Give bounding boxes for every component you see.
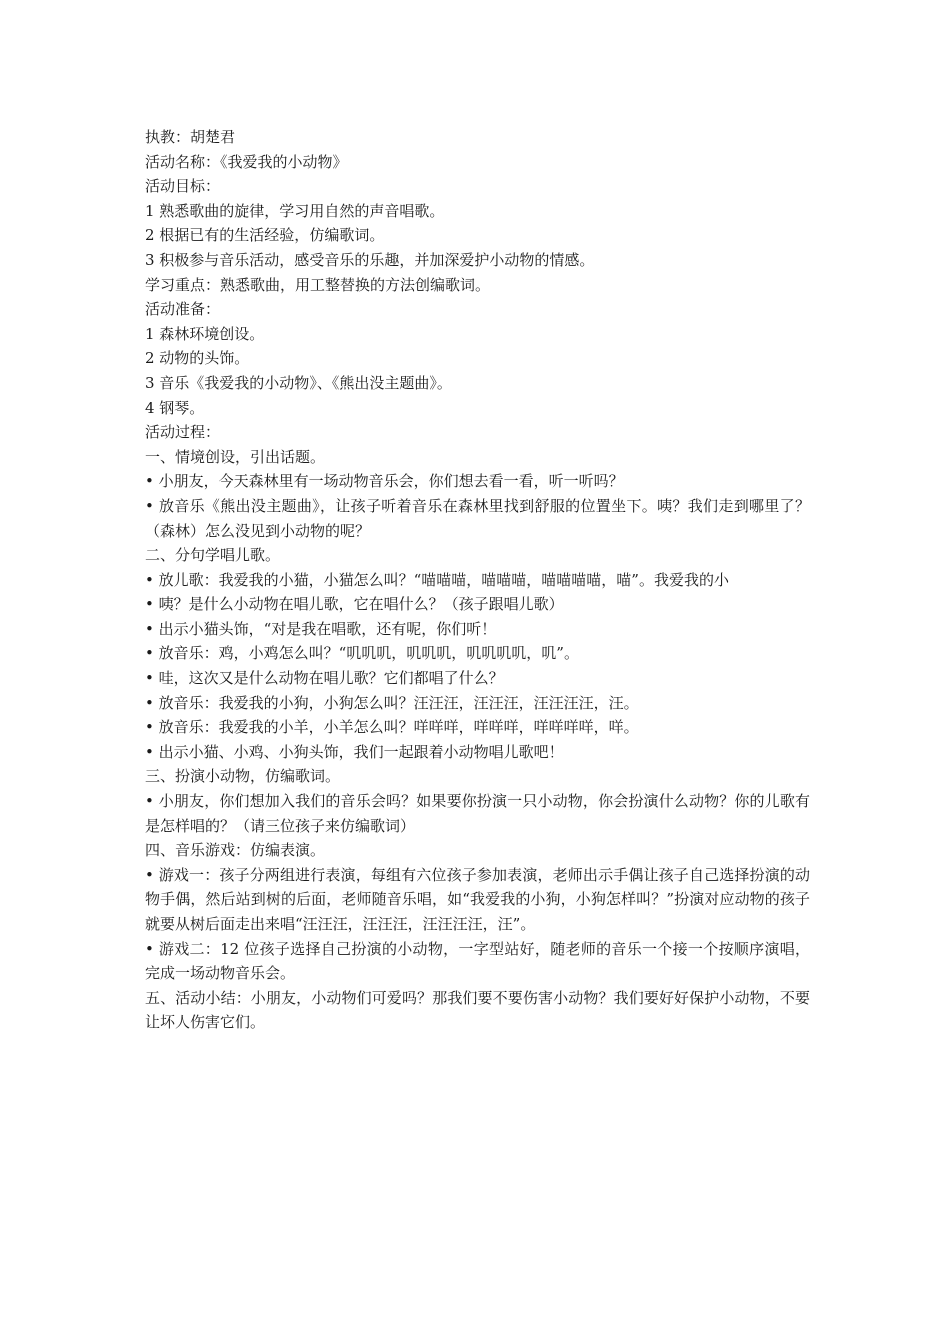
section-heading-4: 四、音乐游戏：仿编表演。 <box>145 841 326 860</box>
activity-name: 活动名称：《我爱我的小动物》 <box>145 152 348 171</box>
bullet-paragraph: • 放音乐：鸡，小鸡怎么叫？“叽叽叽，叽叽叽，叽叽叽叽，叽”。 <box>145 644 579 663</box>
teacher-line: 执教：胡楚君 <box>145 128 236 146</box>
bullet-paragraph: • 放音乐：我爱我的小羊，小羊怎么叫？咩咩咩，咩咩咩，咩咩咩咩，咩。 <box>145 718 639 737</box>
bullet-paragraph: • 放音乐《熊出没主题曲》，让孩子听着音乐在森林里找到舒服的位置坐下。咦？我们走到哪里了？（森林）怎么没见到小动物的呢？ <box>145 496 810 540</box>
bullet-paragraph: • 小朋友，今天森林里有一场动物音乐会，你们想去看一看，听一听吗？ <box>145 472 624 491</box>
preparation-heading: 活动准备： <box>145 300 221 319</box>
document-page <box>145 125 810 1035</box>
bullet-paragraph: • 游戏二：12 位孩子选择自己扮演的小动物，一字型站好，随老师的音乐一个接一个按顺序演唱，完成一场动物音乐会。 <box>145 939 810 983</box>
bullet-paragraph: • 小朋友，你们想加入我们的音乐会吗？如果要你扮演一只小动物，你会扮演什么动物？你的儿歌有是怎样唱的？（请三位孩子来仿编歌词） <box>145 792 810 835</box>
bullet-paragraph: • 咦？是什么小动物在唱儿歌，它在唱什么？（孩子跟唱儿歌） <box>145 595 564 614</box>
section-heading-3: 三、扮演小动物，仿编歌词。 <box>145 767 341 786</box>
preparation-item: 2 动物的头饰。 <box>145 349 250 368</box>
bullet-paragraph: • 出示小猫头饰，“对是我在唱歌，还有呢，你们听！ <box>145 619 497 638</box>
bullet-paragraph: • 出示小猫、小鸡、小狗头饰，我们一起跟着小动物唱儿歌吧！ <box>145 742 564 761</box>
key-point: 学习重点：熟悉歌曲，用工整替换的方法创编歌词。 <box>145 275 491 294</box>
bullet-paragraph-truncated: • 放儿歌：我爱我的小猫，小猫怎么叫？“喵喵喵，喵喵喵，喵喵喵喵，喵”。我爱我的小 <box>145 570 729 589</box>
bullet-paragraph: • 游戏一：孩子分两组进行表演，每组有六位孩子参加表演，老师出示手偶让孩子自己选择扮演的动物手偶，然后站到树的后面，老师随音乐唱，如“我爱我的小狗，小狗怎样叫？”扮演对应动物的孩子就要从树后面走出来唱“汪汪汪，汪汪汪，汪汪汪汪，汪”。 <box>145 865 810 933</box>
preparation-item: 1 森林环境创设。 <box>145 324 265 343</box>
process-heading: 活动过程： <box>145 423 221 442</box>
summary-paragraph: 五、活动小结：小朋友，小动物们可爱吗？那我们要不要伤害小动物？我们要好好保护小动物，不要让坏人伤害它们。 <box>145 988 810 1032</box>
section-heading-1: 一、情境创设，引出话题。 <box>145 447 326 466</box>
preparation-item: 3 音乐《我爱我的小动物》、《熊出没主题曲》。 <box>145 373 452 392</box>
goal-item: 2 根据已有的生活经验，仿编歌词。 <box>145 226 385 245</box>
bullet-paragraph: • 哇，这次又是什么动物在唱儿歌？它们都唱了什么？ <box>145 669 504 688</box>
goal-item: 3 积极参与音乐活动，感受音乐的乐趣，并加深爱护小动物的情感。 <box>145 250 595 269</box>
goal-item: 1 熟悉歌曲的旋律，学习用自然的声音唱歌。 <box>145 201 445 220</box>
goals-heading: 活动目标： <box>145 177 221 196</box>
preparation-item: 4 钢琴。 <box>145 398 205 417</box>
bullet-paragraph: • 放音乐：我爱我的小狗，小狗怎么叫？汪汪汪，汪汪汪，汪汪汪汪，汪。 <box>145 693 639 712</box>
section-heading-2: 二、分句学唱儿歌。 <box>145 546 281 565</box>
